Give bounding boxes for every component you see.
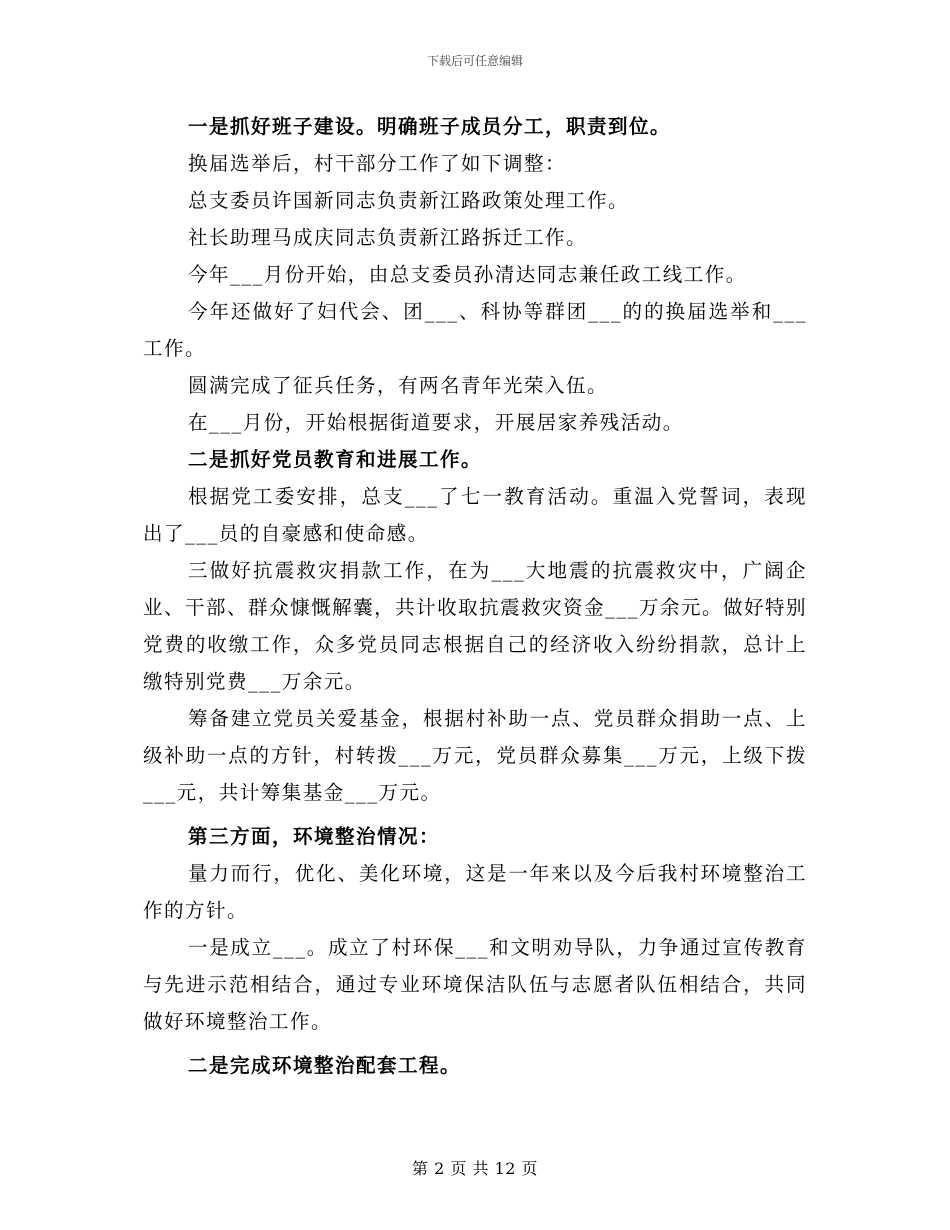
page-header: 下载后可任意编辑 [426,54,523,68]
paragraph: 换届选举后，村干部分工作了如下调整： [188,152,567,175]
paragraph: 量力而行，优化、美化环境，这是一年来以及今后我村环境整治工作的方针。 [143,862,807,922]
paragraph-heading-4: 二是完成环境整治配套工程。 [188,1054,462,1077]
paragraph: 社长助理马成庆同志负责新江路拆迁工作。 [188,226,588,249]
page-footer: 第 2 页 共 12 页 [412,1159,538,1178]
paragraph: 今年还做好了妇代会、团___、科协等群团___的的换届选举和___工作。 [143,300,807,360]
paragraph: 筹备建立党员关爱基金，根据村补助一点、党员群众捐助一点、上级补助一点的方针，村转拨___万元，党员群众募集___万元，上级下拨___元，共计筹集基金___万元。 [143,707,807,804]
paragraph: 今年___月份开始，由总支委员孙清达同志兼任政工线工作。 [188,263,747,286]
paragraph: 一是成立___。成立了村环保___和文明劝导队，力争通过宣传教育与先进示范相结合，通过专业环境保洁队伍与志愿者队伍相结合，共同做好环境整治工作。 [143,936,807,1033]
document-body [143,108,807,1084]
paragraph: 根据党工委安排，总支___了七一教育活动。重温入党誓词，表现出了___员的自豪感和使命感。 [143,485,807,545]
paragraph-heading-1: 一是抓好班子建设。明确班子成员分工，职责到位。 [188,115,672,138]
paragraph: 圆满完成了征兵任务，有两名青年光荣入伍。 [188,374,609,397]
paragraph-heading-2: 二是抓好党员教育和进展工作。 [188,448,483,471]
paragraph: 三做好抗震救灾捐款工作，在为___大地震的抗震救灾中，广阔企业、干部、群众慷慨解囊，共计收取抗震救灾资金___万余元。做好特别党费的收缴工作，众多党员同志根据自己的经济收入纷纷捐款，总计上缴特别党费___万余元。 [143,559,807,693]
paragraph: 总支委员许国新同志负责新江路政策处理工作。 [188,189,630,212]
paragraph: 在___月份，开始根据街道要求，开展居家养残活动。 [188,411,684,434]
paragraph-heading-3: 第三方面，环境整治情况： [188,825,441,848]
